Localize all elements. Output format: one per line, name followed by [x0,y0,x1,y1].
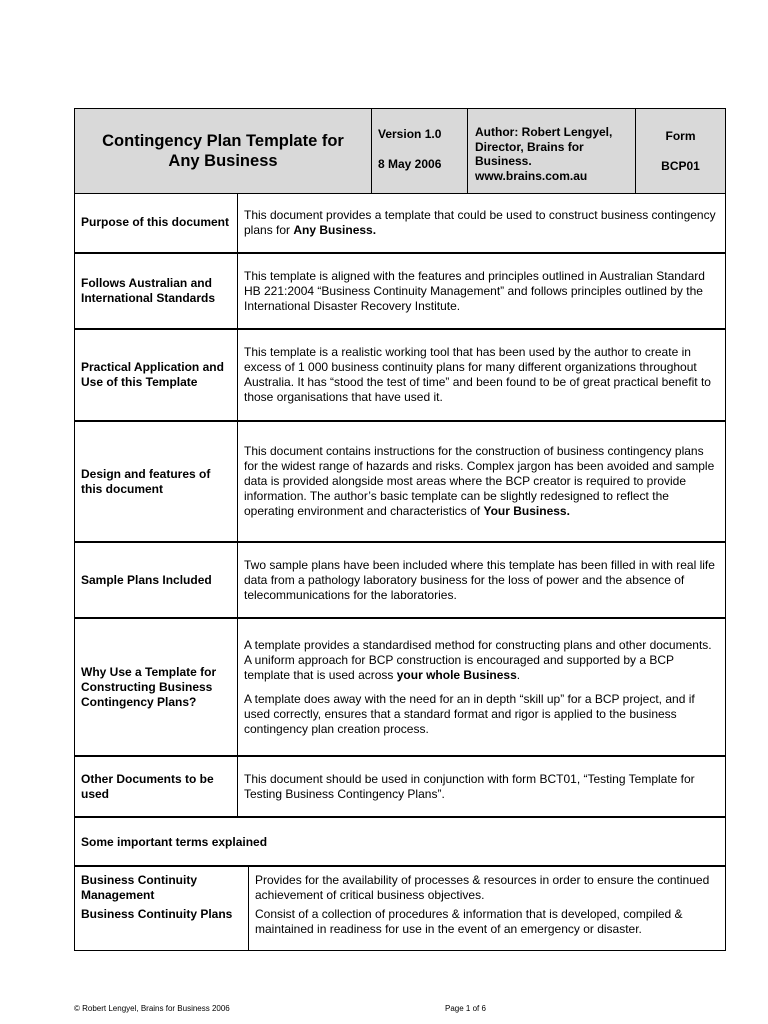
table-row-design [75,422,725,543]
version-cell [372,109,468,193]
row-text: Two sample plans have been included where this template has been filled in with real life data from a pathology laboratory business for the loss of power and the absence of telecommunications for the laboratories. [244,557,715,602]
table-row-standards [75,254,725,330]
row-bold-text: your whole Business [396,667,517,682]
footer-copyright: © Robert Lengyel, Brains for Business 2006 [74,1004,230,1013]
table-row-why [75,619,725,757]
row-value [238,543,725,617]
footer-page-number: Page 1 of 6 [445,1004,486,1013]
row-value [238,193,725,252]
author-line-2: Director, Brains for [475,139,584,154]
row-label: Sample Plans Included [75,543,238,617]
term-row-bcp [75,901,725,950]
row-bold-text: Any Business. [293,222,377,237]
document-info-table [74,193,726,951]
terms-heading: Some important terms explained [81,834,268,849]
term-label: Business Continuity Management [75,867,249,901]
title-line-2: Any Business [168,152,278,170]
author-website: www.brains.com.au [475,168,588,183]
row-label: Practical Application and Use of this Template [75,330,238,420]
row-label: Other Documents to be used [75,757,238,816]
term-label: Business Continuity Plans [75,901,249,950]
author-line-3: Business. [475,154,532,168]
form-cell [636,109,725,193]
row-text-end: . [516,667,521,682]
row-value [238,330,725,420]
term-text: Consist of a collection of procedures & information that is developed, compiled & maintained in readiness for use in the event of an emergency or disaster. [255,907,683,936]
row-label: Purpose of this document [75,193,238,252]
document-date: 8 May 2006 [378,157,442,171]
title-line-1: Contingency Plan Template for [102,132,344,150]
row-label: Follows Australian and International Standards [75,254,238,328]
form-code: BCP01 [661,159,700,173]
author-line-1: Author: Robert Lengyel, [475,125,613,139]
row-text: A template provides a standardised method for constructing plans and other documents. A uniform approach for BCP construction is encouraged and supported by a BCP template that is used across [244,637,712,682]
row-bold-text: Your Business. [483,504,570,518]
row-text: This template is aligned with the features and principles outlined in Australian Standard HB 221:2004 “Business Continuity Management” and follows principles outlined by the International Disaster Recovery Institute. [244,268,705,313]
form-label: Form [665,129,696,143]
row-value [238,254,725,328]
terms-heading-row [75,818,725,867]
row-label: Why Use a Template for Constructing Business Contingency Plans? [75,619,238,755]
table-row-other-documents [75,757,725,818]
term-text: Provides for the availability of processes & resources in order to ensure the continued achievement of critical business objectives. [255,873,710,902]
table-row-purpose [75,193,725,254]
row-value [238,757,725,816]
table-row-samples [75,543,725,619]
term-definition [249,867,725,901]
table-row-practical [75,330,725,422]
row-text: This document contains instructions for the construction of business contingency plans for the widest range of hazards and risks. Complex jargon has been avoided and sample data is provided alongside most areas where the BCP creator is required to provide information. The author’s basic template can be slightly redesigned to reflect the operating environment and characteristics of [244,444,715,518]
document-header-table [74,108,726,194]
row-text: This document provides a template that could be used to construct business contingency plans for [244,207,716,237]
author-cell [468,109,636,193]
row-text: This document should be used in conjunction with form BCT01, “Testing Template for Testing Business Contingency Plans”. [244,771,695,801]
document-title [75,109,372,193]
term-definition [249,901,725,950]
row-text: This template is a realistic working tool that has been used by the author to create in excess of 1 000 business continuity plans for many different organizations throughout Australia. It has “stood the test of time” and been found to be of great practical benefit to those organisations that have used it. [244,345,711,404]
row-text-2: A template does away with the need for an in depth “skill up” for a BCP project, and if used correctly, ensures that a standard format and rigor is applied to the business contingency plan creation process. [244,691,695,736]
version-label: Version 1.0 [378,127,442,141]
row-value [238,422,725,541]
row-value [238,619,725,755]
row-label: Design and features of this document [75,422,238,541]
term-row-bcm [75,867,725,901]
